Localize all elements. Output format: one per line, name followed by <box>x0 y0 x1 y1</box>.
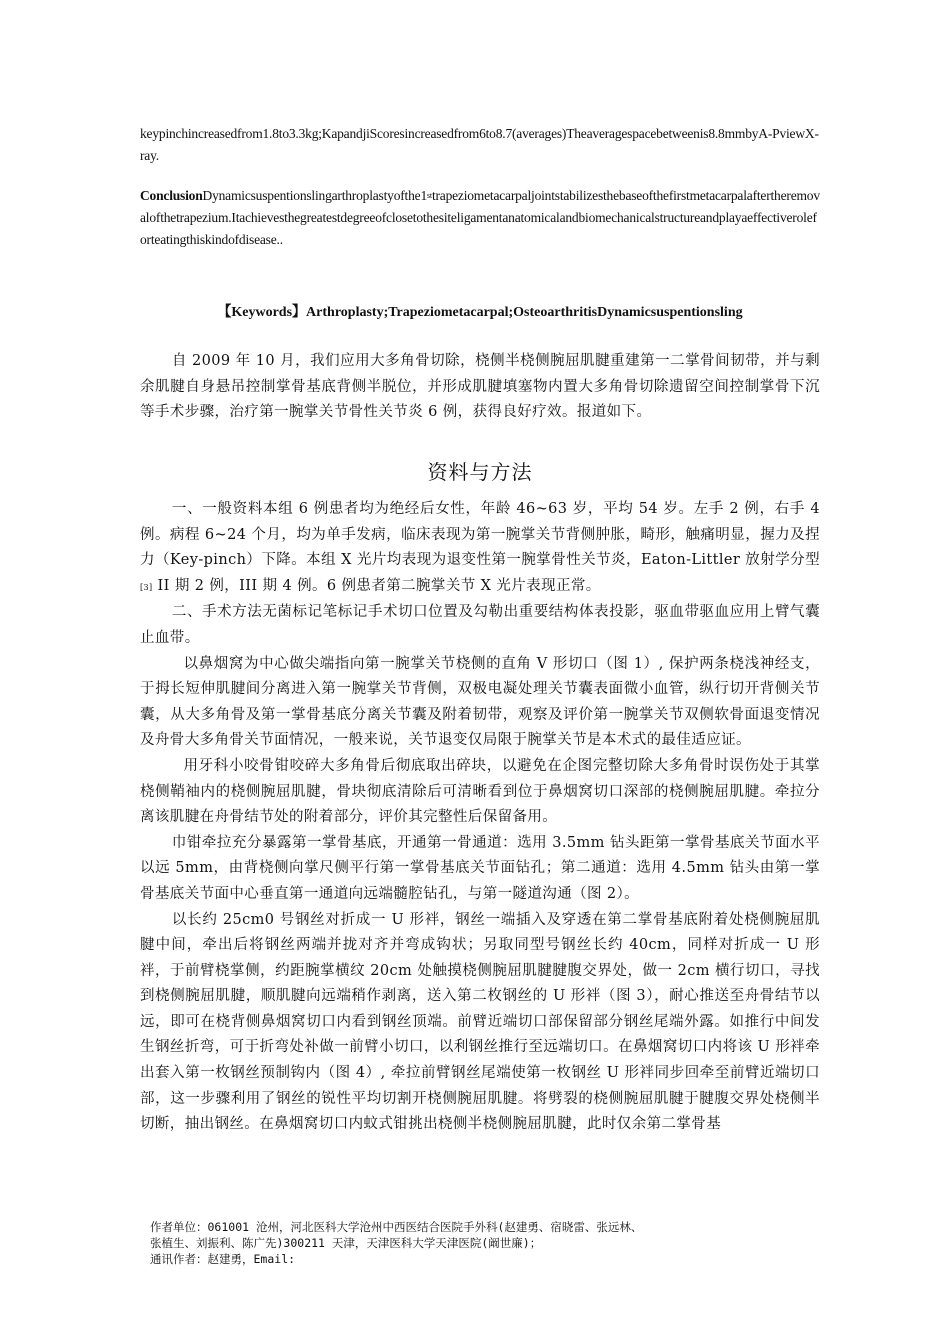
paragraph-wire-technique: 以长约 25cm0 号钢丝对折成一 U 形袢，钢丝一端插入及穿透在第二掌骨基底附着处桡侧腕屈肌腱中间，牵出后将钢丝两端并拢对齐并弯成钩状；另取同型号钢丝长约 40cm，同样对折成一 U 形袢，于前臂桡掌侧，约距腕掌横纹 20cm 处触摸桡侧腕屈肌腱腱腹交界处，做一 2cm 横行切口，寻找到桡侧腕屈肌腱，顺肌腱向远端稍作剥离，送入第二枚钢丝的 U 形袢（图 3），耐心推送至舟骨结节以远，即可在桡背侧鼻烟窝切口内看到钢丝顶端。前臂近端切口部保留部分钢丝尾端外露。如推行中间发生钢丝折弯，可于折弯处补做一前臂小切口，以利钢丝推行至远端切口。在鼻烟窝切口内将该 U 形袢牵出套入第一枚钢丝预制钩内（图 4）, 牵拉前臂钢丝尾端使第一枚钢丝 U 形袢同步回牵至前臂近端切口部，这一步骤利用了钢丝的锐性平均切割开桡侧腕屈肌腱。将劈裂的桡侧腕屈肌腱于腱腹交界处桡侧半切断，抽出钢丝。在鼻烟窝切口内蚊式钳挑出桡侧半桡侧腕屈肌腱，此时仅余第二掌骨基 <box>140 911 820 1133</box>
paragraph-incision: 以鼻烟窝为中心做尖端指向第一腕掌关节桡侧的直角 V 形切口（图 1）, 保护两条桡浅神经支，于拇长短伸肌腱间分离进入第一腕掌关节背侧，双极电凝处理关节囊表面微小血管，纵行切开背侧关节囊，从大多角骨及第一掌骨基底分离关节囊及附着韧带，观察及评价第一腕掌关节双侧软骨面退变情况及舟骨大多角骨关节面情况，一般来说，关节退变仅局限于腕掌关节是本术式的最佳适应证。 <box>140 655 820 749</box>
intro-paragraph: 自 2009 年 10 月，我们应用大多角骨切除，桡侧半桡侧腕屈肌腱重建第一二掌骨间韧带，并与剩余肌腱自身悬吊控制掌骨基底背侧半脱位，并形成肌腱填塞物内置大多角骨切除遗留空间控制掌骨下沉等手术步骤，治疗第一腕掌关节骨性关节炎 6 例，获得良好疗效。报道如下。 <box>140 353 820 421</box>
citation-ref: [3] <box>140 582 153 592</box>
keywords-label: 【Keywords】 <box>217 305 307 320</box>
abstract-conclusion <box>140 185 820 251</box>
p1-text-b: II 期 2 例，III 期 4 例。6 例患者第二腕掌关节 X 光片表现正常。 <box>152 577 601 594</box>
footnote-line-3: 通讯作者：赵建勇，Email: <box>150 1252 296 1266</box>
footnote-line-1: 作者单位：061001 沧州，河北医科大学沧州中西医结合医院手外科(赵建勇、宿晓雷、张远林、 <box>150 1220 643 1234</box>
footnote-line-2: 张植生、刘振利、陈广先)300211 天津，天津医科大学天津医院(阚世廉)； <box>150 1236 542 1250</box>
keywords-text: Arthroplasty;Trapeziometacarpal;OsteoarthritisDynamicsuspentionsling <box>306 305 743 320</box>
section-heading: 资料与方法 <box>427 460 533 484</box>
paragraph-trapezium-removal: 用牙科小咬骨钳咬碎大多角骨后彻底取出碎块，以避免在企图完整切除大多角骨时误伤处于其掌桡侧鞘袖内的桡侧腕屈肌腱，骨块彻底清除后可清晰看到位于鼻烟窝切口深部的桡侧腕屈肌腱。牵拉分离该肌腱在舟骨结节处的附着部分，评价其完整性后保留备用。 <box>140 757 820 826</box>
author-footnote <box>150 1219 790 1267</box>
conclusion-text-a: Dynamicsuspentionslingarthroplastyofthe1 <box>202 188 427 203</box>
conclusion-label: Conclusion <box>140 188 203 203</box>
keywords-line <box>140 301 820 325</box>
paragraph-bone-tunnel: 巾钳牵拉充分暴露第一掌骨基底，开通第一骨通道：选用 3.5mm 钻头距第一掌骨基底关节面水平以远 5mm，由背桡侧向掌尺侧平行第一掌骨基底关节面钻孔；第二通道：选用 4.5mm 钻头由第一掌骨基底关节面中心垂直第一通道向远端髓腔钻孔，与第一隧道沟通（图 2）。 <box>140 834 820 902</box>
p1-text-a: 一、一般资料本组 6 例患者均为绝经后女性，年龄 46~63 岁，平均 54 岁。左手 2 例，右手 4 例。病程 6~24 个月，均为单手发病，临床表现为第一腕掌关节背侧肿胀，畸形，触痛明显，握力及捏力（Key-pinch）下降。本组 X 光片均表现为退变性第一腕掌骨性关节炎，Eaton-Littler 放射学分型 <box>140 501 820 569</box>
methods-body <box>140 497 820 1138</box>
conclusion-text-b: trapeziometacarpaljointstabilizesthebaseofthefirstmetacarpalaftertheremovalofthetrapezium.Itachievesthegreatestdegreeofclosetothesiteligamentanatomicalandbiomechanicalstructureandplayaeffectiveroleforteatingthiskindofdisease.. <box>140 188 820 247</box>
abstract-results-tail: keypinchincreasedfrom1.8to3.3kg;KapandjiScoresincreasedfrom6to8.7(averages)Theaveragespacebetweenis8.8mmbyA-PviewX-ray. <box>140 126 819 163</box>
paragraph-surgical-method: 二、手术方法无菌标记笔标记手术切口位置及勾勒出重要结构体表投影，驱血带驱血应用上臂气囊止血带。 <box>140 604 820 646</box>
conclusion-superscript: st <box>427 191 432 200</box>
intro-section <box>140 349 820 426</box>
paragraph-general-data <box>140 497 820 600</box>
